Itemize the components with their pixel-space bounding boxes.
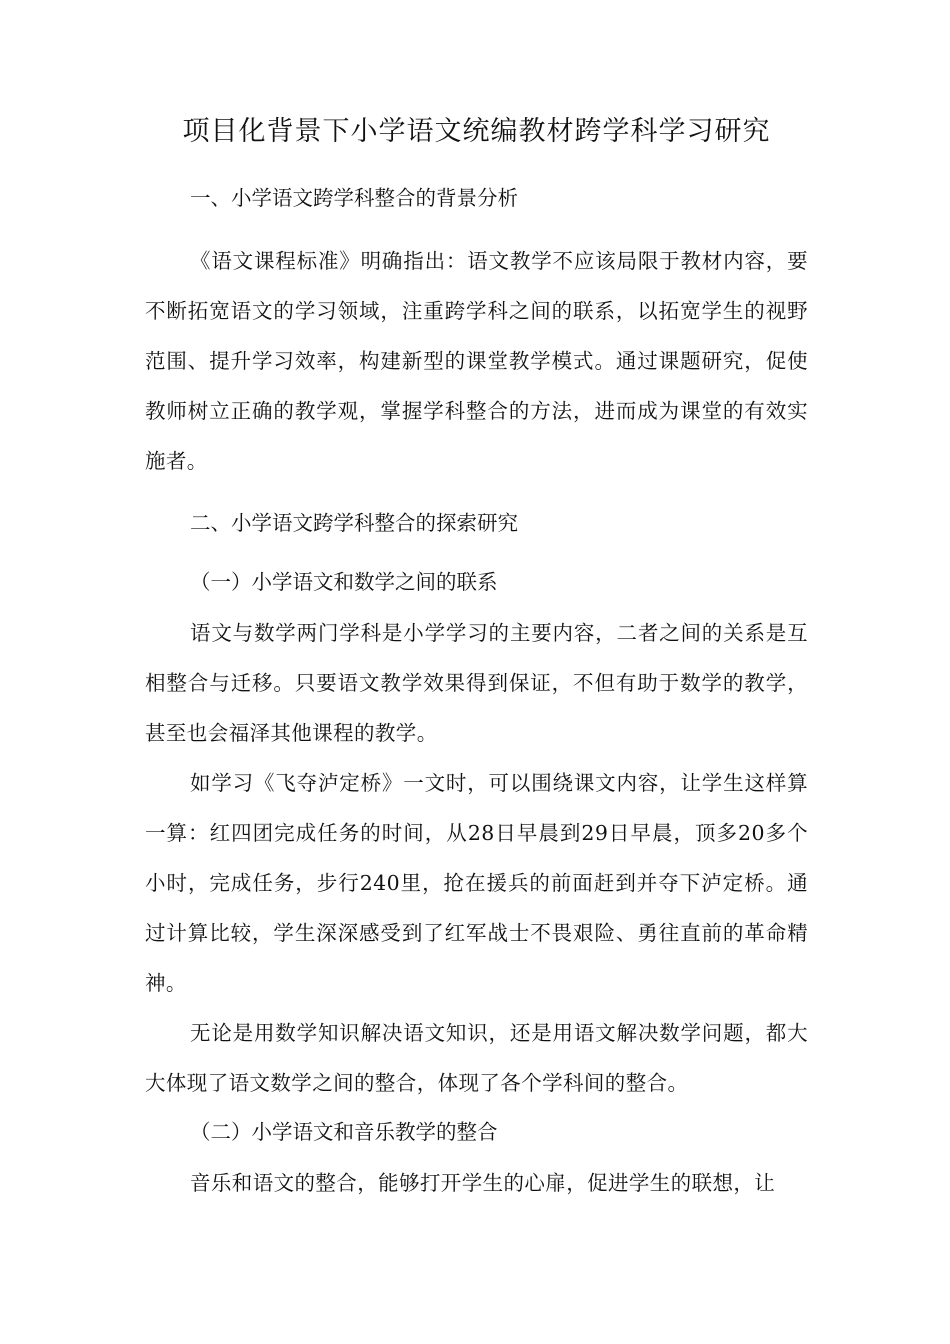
paragraph-music: 音乐和语文的整合，能够打开学生的心扉，促进学生的联想，让 bbox=[190, 1171, 776, 1195]
paragraph-background: 《语文课程标准》明确指出：语文教学不应该局限于教材内容，要不断拓宽语文的学习领域，注重跨学科之间的联系，以拓宽学生的视野范围、提升学习效率，构建新型的课堂教学模式。通过课题研究，促使教师树立正确的教学观，掌握学科整合的方法，进而成为课堂的有效实施者。 bbox=[145, 249, 808, 473]
section-heading-exploration: 二、小学语文跨学科整合的探索研究 bbox=[190, 511, 518, 535]
subheading-music: （二）小学语文和音乐教学的整合 bbox=[190, 1120, 498, 1144]
subheading-math: （一）小学语文和数学之间的联系 bbox=[190, 570, 498, 594]
paragraph-math-summary: 无论是用数学知识解决语文知识，还是用语文解决数学问题，都大大体现了语文数学之间的整合，体现了各个学科间的整合。 bbox=[145, 1021, 808, 1095]
paragraph-math-relation: 语文与数学两门学科是小学学习的主要内容，二者之间的关系是互相整合与迁移。只要语文教学效果得到保证，不但有助于数学的教学，甚至也会福泽其他课程的教学。 bbox=[145, 621, 808, 745]
paragraph-math-example: 如学习《飞夺泸定桥》一文时，可以围绕课文内容，让学生这样算一算：红四团完成任务的时间，从28日早晨到29日早晨，顶多20多个小时，完成任务，步行240里，抢在援兵的前面赶到并夺下泸定桥。通过计算比较，学生深深感受到了红军战士不畏艰险、勇往直前的革命精神。 bbox=[145, 771, 808, 995]
section-heading-background: 一、小学语文跨学科整合的背景分析 bbox=[190, 186, 518, 210]
document-title: 项目化背景下小学语文统编教材跨学科学习研究 bbox=[182, 116, 771, 147]
